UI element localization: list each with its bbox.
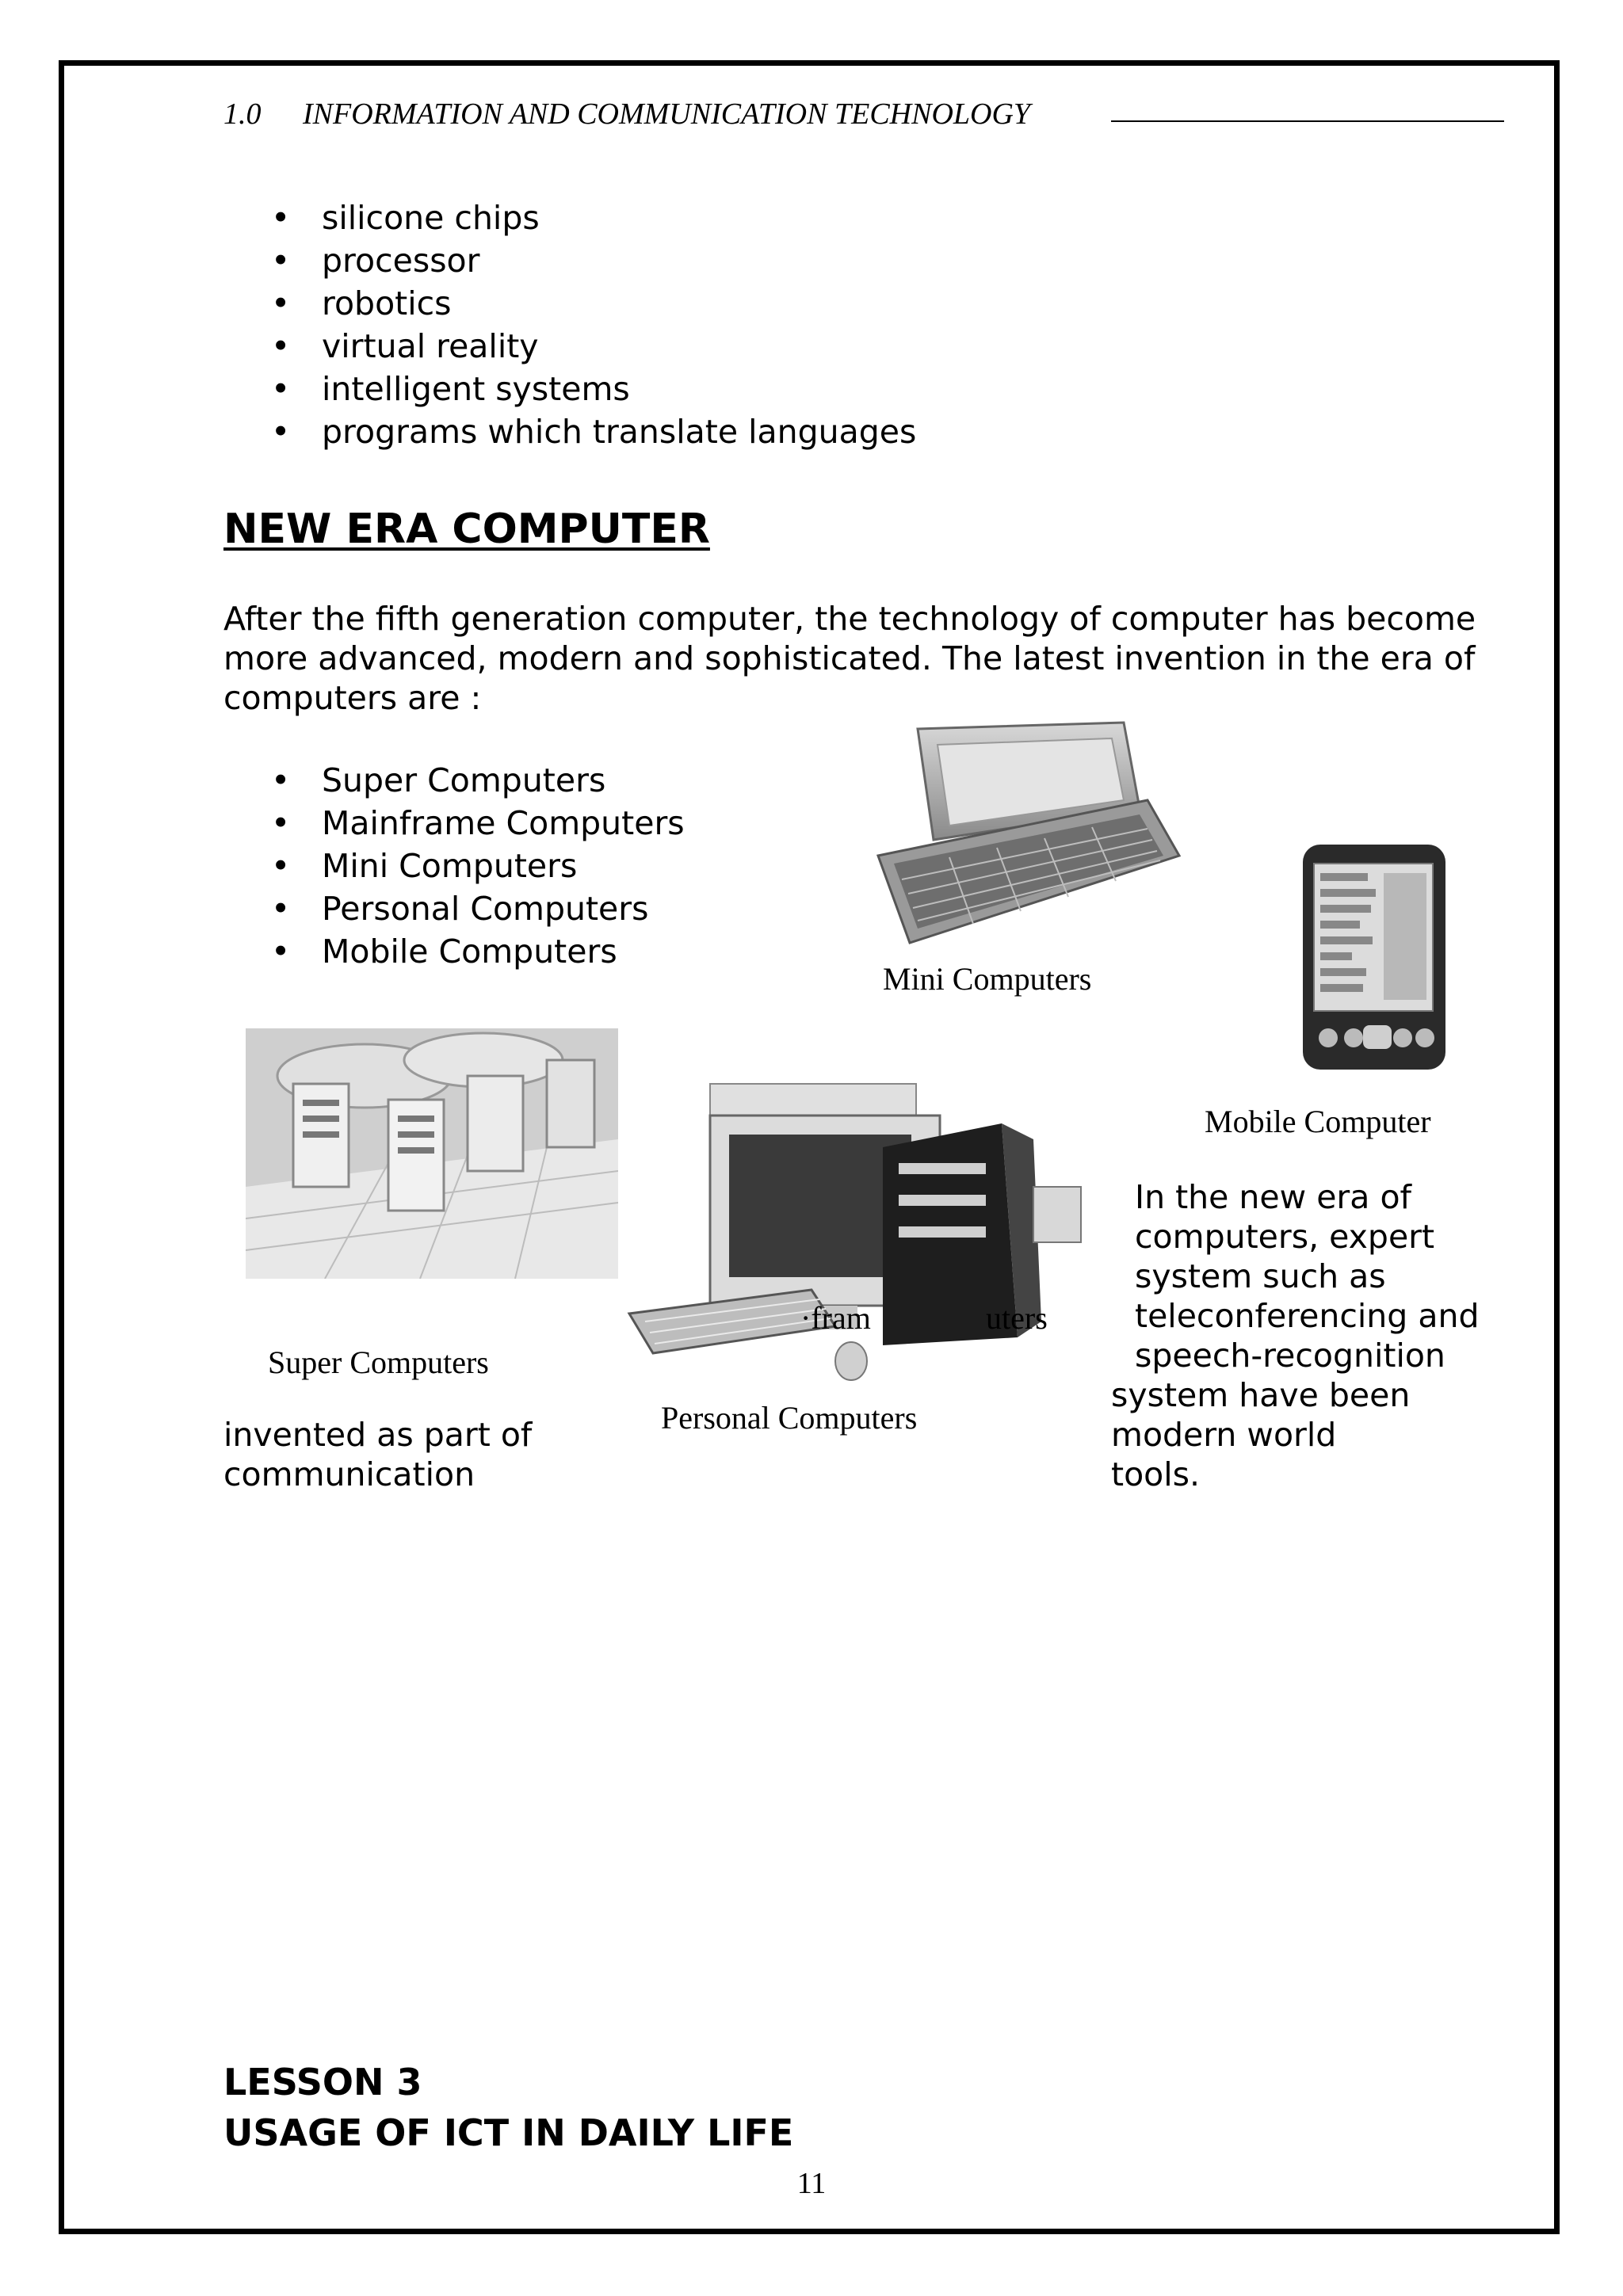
list-item: • programs which translate languages [223,410,916,453]
paragraph-line: After the fifth generation computer, the technology of computer has become [223,600,1476,638]
left-paragraph [223,1415,532,1494]
caption-super: Super Computers [268,1344,489,1380]
list-item: • virtual reality [223,325,916,368]
caption-mainframe-fragment: ·fram [800,1300,871,1336]
mini-computer-image [862,721,1195,959]
section-heading: NEW ERA COMPUTER [223,505,710,553]
list-item: • processor [223,239,916,282]
personal-computer-image [621,1076,1089,1385]
caption-mainframe-fragment: uters [986,1300,1048,1336]
text-line: teleconferencing and [1135,1297,1480,1335]
mobile-computer-image [1296,841,1452,1073]
list-item: • Mainframe Computers [223,802,685,845]
text-line: invented as part of [223,1416,533,1454]
intro-paragraph [223,599,1523,718]
chapter-title: INFORMATION AND COMMUNICATION TECHNOLOGY [303,97,1031,131]
lesson-title: USAGE OF ICT IN DAILY LIFE [223,2111,794,2154]
list-item: • Super Computers [223,759,685,802]
running-header [223,97,1030,132]
list-item: • Mini Computers [223,845,685,887]
right-paragraph-continued [1111,1375,1410,1494]
text-line: computers, expert [1135,1218,1435,1256]
chapter-number: 1.0 [223,97,262,131]
text-line: modern world [1111,1416,1337,1454]
super-computer-image [246,1028,618,1279]
right-paragraph [1135,1177,1479,1375]
lesson-number: LESSON 3 [223,2061,422,2103]
text-line: tools. [1111,1455,1201,1493]
technology-list [223,196,916,453]
caption-mini: Mini Computers [883,961,1092,997]
list-item: • Mobile Computers [223,930,685,973]
list-item: • robotics [223,282,916,325]
list-item: • silicone chips [223,196,916,239]
caption-mobile: Mobile Computer [1205,1104,1431,1139]
computer-types-list [223,759,685,973]
text-line: system such as [1135,1257,1386,1295]
header-rule [1111,120,1504,122]
text-line: system have been [1111,1376,1411,1414]
lesson-heading [223,2057,793,2158]
caption-personal: Personal Computers [661,1400,918,1436]
text-line: communication [223,1455,475,1493]
paragraph-line: computers are : [223,679,482,717]
page-number: 11 [796,2167,827,2200]
text-line: In the new era of [1135,1178,1411,1216]
text-line: speech-recognition [1135,1337,1445,1375]
paragraph-line: more advanced, modern and sophisticated. The latest invention in the era of [223,639,1476,677]
list-item: • Personal Computers [223,887,685,930]
list-item: • intelligent systems [223,368,916,410]
